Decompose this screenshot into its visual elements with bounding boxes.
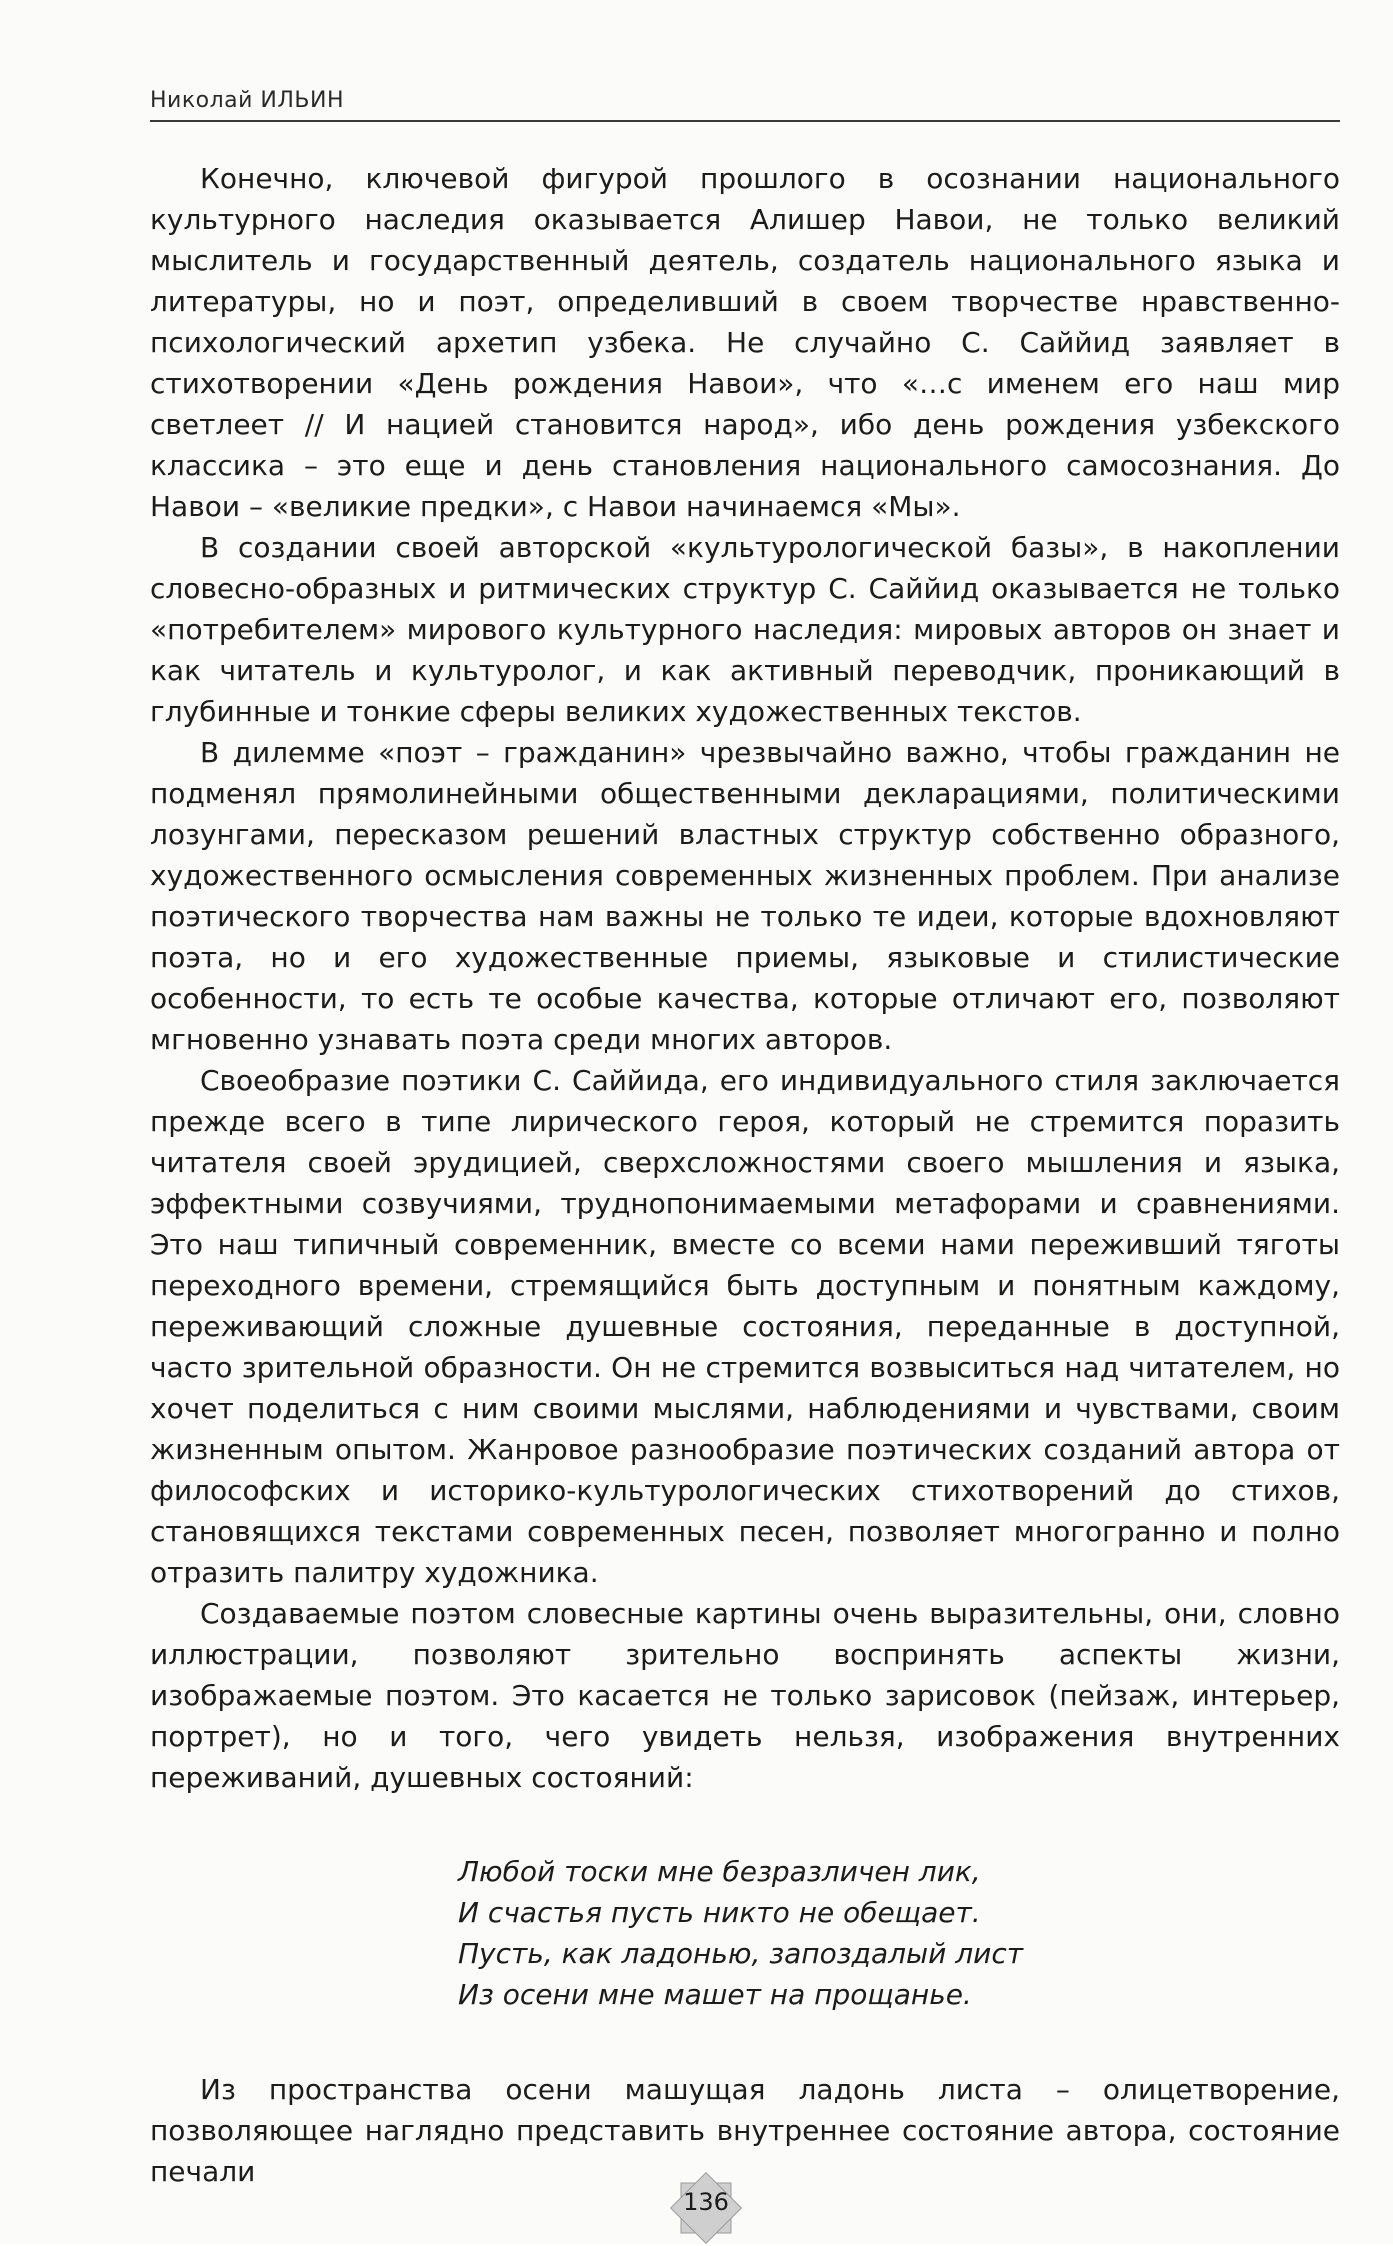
- paragraph: Создаваемые поэтом словесные картины очень выразительны, они, словно иллюстрации, позволяют зрительно воспринять аспекты жизни, изображаемые поэтом. Это касается не только зарисовок (пейзаж, интерьер, портрет), но и того, чего увидеть нельзя, изображения внутренних переживаний, душевных состояний:: [150, 1597, 1340, 1794]
- paragraph: В дилемме «поэт – гражданин» чрезвычайно важно, чтобы гражданин не подменял прямолинейными общественными декларациями, политическими лозунгами, пересказом решений властных структур собственно образного, художественного осмысления современных жизненных проблем. При анализе поэтического творчества нам важны не только те идеи, которые вдохновляют поэта, но и его художественные приемы, языковые и стилистические особенности, то есть те особые качества, которые отличают его, позволяют мгновенно узнавать поэта среди многих авторов.: [150, 736, 1340, 1056]
- page-number-ornament: [668, 2170, 744, 2246]
- page-number: 136: [683, 2188, 729, 2216]
- running-head: Николай ИЛЬИН: [150, 88, 345, 113]
- poem-line: И счастья пусть никто не обещает.: [458, 1896, 981, 1929]
- paragraph: Конечно, ключевой фигурой прошлого в осознании национального культурного наследия оказывается Алишер Навои, не только великий мыслитель и государственный деятель, создатель национального языка и литературы, но и поэт, определивший в своем творчестве нравственно-психологический архетип узбека. Не случайно С. Саййид заявляет в стихотворении «День рождения Навои», что «…с именем его наш мир светлеет // И нацией становится народ», ибо день рождения узбекского классика – это еще и день становления национального самосознания. До Навои – «великие предки», с Навои начинаемся «Мы».: [150, 162, 1340, 523]
- paragraph: Своеобразие поэтики С. Саййида, его индивидуального стиля заключается прежде всего в типе лирического героя, который не стремится поразить читателя своей эрудицией, сверхсложностями своего мышления и языка, эффектными созвучиями, труднопонимаемыми метафорами и сравнениями. Это наш типичный современник, вместе со всеми нами переживший тяготы переходного времени, стремящийся быть доступным и понятным каждому, переживающий сложные душевные состояния, переданные в доступной, часто зрительной образности. Он не стремится возвыситься над читателем, но хочет поделиться с ним своими мыслями, наблюдениями и чувствами, своим жизненным опытом. Жанровое разнообразие поэтических созданий автора от философских и историко-культурологических стихотворений до стихов, становящихся текстами современных песен, позволяет многогранно и полно отразить палитру художника.: [150, 1064, 1340, 1589]
- poem-line: Любой тоски мне безразличен лик,: [458, 1855, 981, 1888]
- paragraph: Из пространства осени машущая ладонь листа – олицетворение, позволяющее наглядно представить внутреннее состояние автора, состояние печали: [150, 2073, 1340, 2188]
- page-header: [150, 88, 1340, 122]
- paragraph: В создании своей авторской «культурологической базы», в накоплении словесно-образных и ритмических структур С. Саййид оказывается не только «потребителем» мирового культурного наследия: мировых авторов он знает и как читатель и культуролог, и как активный переводчик, проникающий в глубинные и тонкие сферы великих художественных текстов.: [150, 531, 1340, 728]
- poem-line: Из осени мне машет на прощанье.: [458, 1978, 972, 2011]
- poem-quote: [458, 1851, 1340, 2015]
- poem-line: Пусть, как ладонью, запоздалый лист: [458, 1937, 1024, 1970]
- body-text: [150, 158, 1340, 2192]
